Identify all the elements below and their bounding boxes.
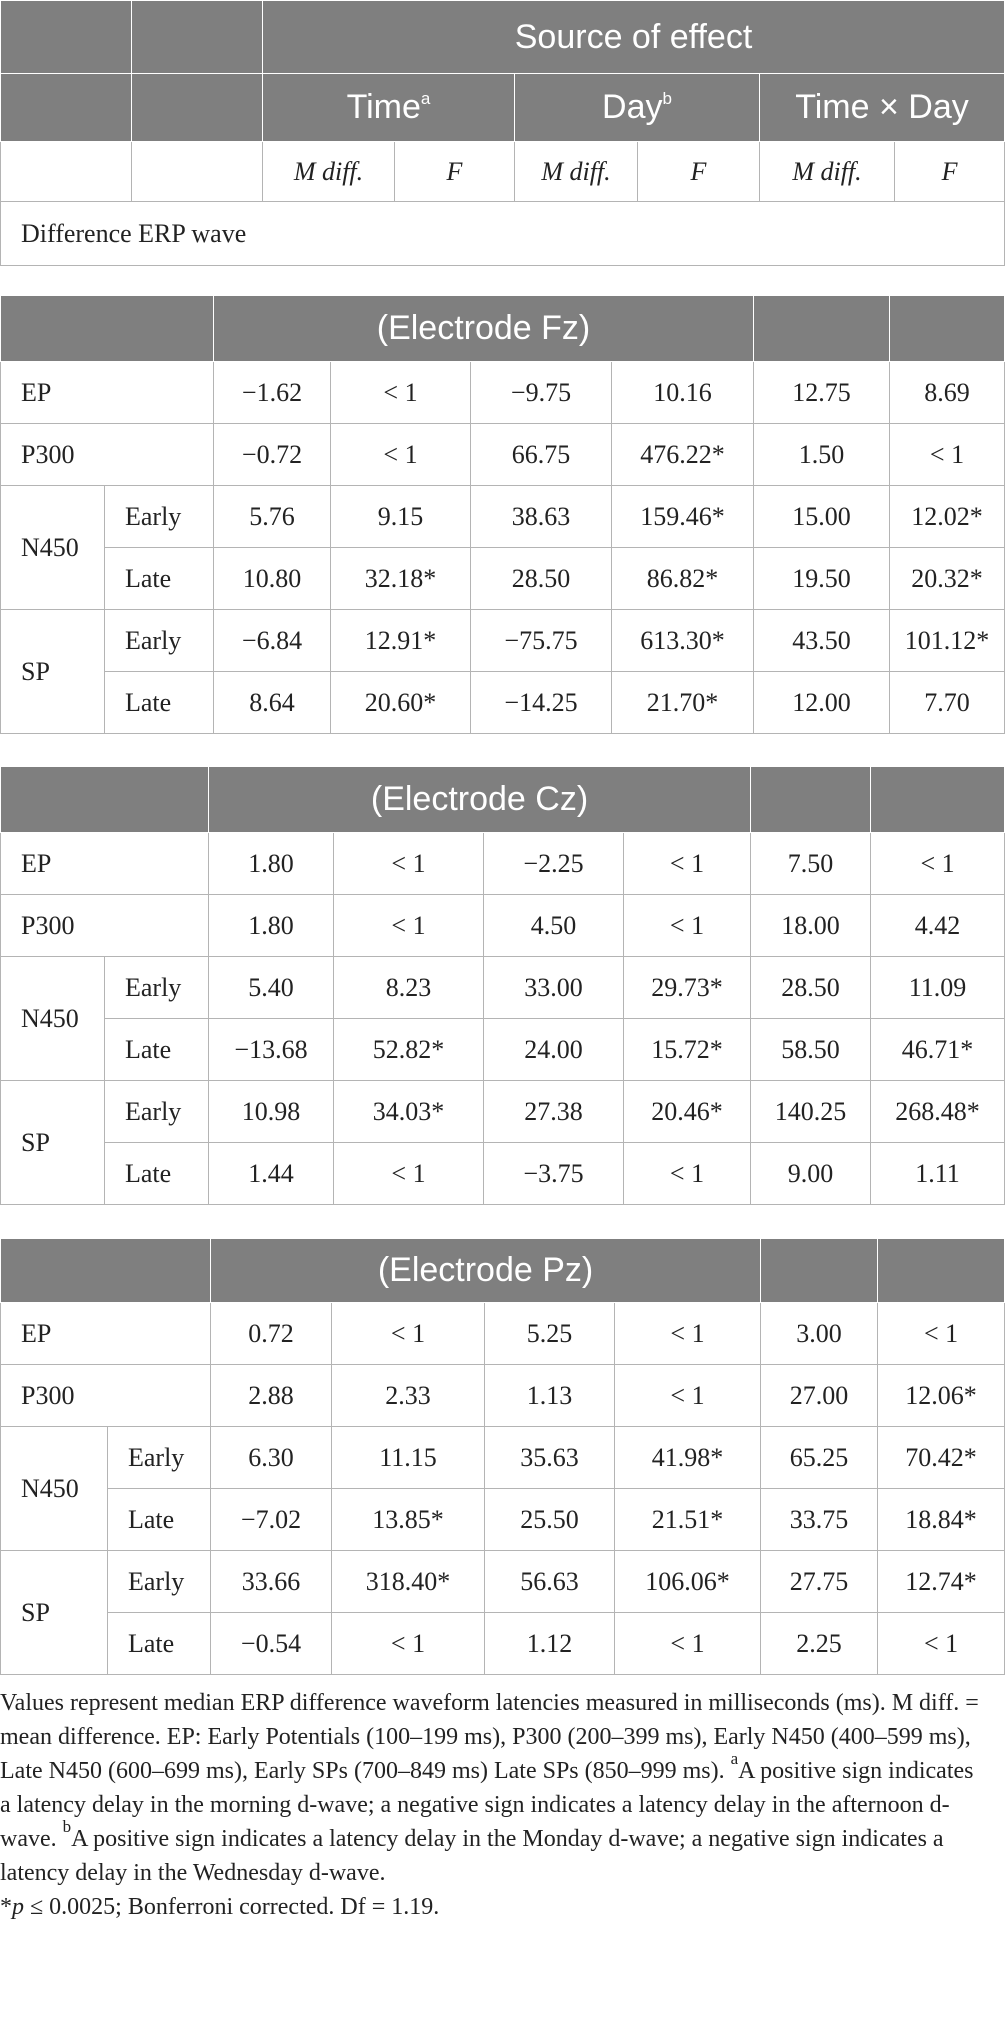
table-cell: 12.02* xyxy=(890,486,1005,548)
table-cell: 27.75 xyxy=(761,1551,878,1613)
table-cell: < 1 xyxy=(615,1365,761,1427)
blank-section-cell xyxy=(1,296,214,362)
row-label-early: Early xyxy=(108,1551,211,1613)
table-cell: 1.12 xyxy=(485,1613,615,1675)
row-label-late: Late xyxy=(108,1489,211,1551)
table-cell: < 1 xyxy=(871,833,1005,895)
table-cell: 10.80 xyxy=(214,548,331,610)
table-cell: −14.25 xyxy=(471,672,612,734)
row-group-n450: N450 xyxy=(1,957,105,1081)
electrode-fz-table xyxy=(0,295,1005,734)
table-cell: 12.06* xyxy=(878,1365,1005,1427)
row-label-p300: P300 xyxy=(1,1365,211,1427)
table-cell: < 1 xyxy=(334,1143,484,1205)
table-cell: < 1 xyxy=(878,1613,1005,1675)
column-header-table xyxy=(0,0,1005,266)
table-cell: −3.75 xyxy=(484,1143,624,1205)
table-cell: < 1 xyxy=(334,895,484,957)
table-cell: −7.02 xyxy=(211,1489,332,1551)
row-group-sp: SP xyxy=(1,610,105,734)
table-cell: 46.71* xyxy=(871,1019,1005,1081)
table-cell: −1.62 xyxy=(214,362,331,424)
table-cell: 13.85* xyxy=(332,1489,485,1551)
table-cell: 15.00 xyxy=(754,486,890,548)
blank-section-cell xyxy=(871,767,1005,833)
day-f-header: F xyxy=(638,142,760,202)
table-cell: 2.33 xyxy=(332,1365,485,1427)
table-cell: 33.00 xyxy=(484,957,624,1019)
table-cell: 5.40 xyxy=(209,957,334,1019)
table-cell: 28.50 xyxy=(751,957,871,1019)
blank-section-cell xyxy=(890,296,1005,362)
table-cell: 12.74* xyxy=(878,1551,1005,1613)
row-label-late: Late xyxy=(105,672,214,734)
section-title: (Electrode Cz) xyxy=(209,767,751,833)
table-cell: 0.72 xyxy=(211,1303,332,1365)
row-group-n450: N450 xyxy=(1,486,105,610)
table-footnote xyxy=(0,1686,990,1924)
time-f-header: F xyxy=(395,142,515,202)
table-cell: −0.72 xyxy=(214,424,331,486)
table-cell: < 1 xyxy=(624,895,751,957)
row-label-early: Early xyxy=(105,486,214,548)
table-cell: 41.98* xyxy=(615,1427,761,1489)
table-cell: −6.84 xyxy=(214,610,331,672)
table-cell: 20.32* xyxy=(890,548,1005,610)
table-cell: 27.38 xyxy=(484,1081,624,1143)
day-m-diff-header: M diff. xyxy=(515,142,638,202)
table-cell: 7.50 xyxy=(751,833,871,895)
row-label-p300: P300 xyxy=(1,424,214,486)
table-cell: 32.18* xyxy=(331,548,471,610)
table-cell: 19.50 xyxy=(754,548,890,610)
table-cell: 318.40* xyxy=(332,1551,485,1613)
table-cell: 12.75 xyxy=(754,362,890,424)
table-cell: 25.50 xyxy=(485,1489,615,1551)
table-cell: 159.46* xyxy=(612,486,754,548)
table-cell: 106.06* xyxy=(615,1551,761,1613)
table-cell: 70.42* xyxy=(878,1427,1005,1489)
table-cell: 15.72* xyxy=(624,1019,751,1081)
table-cell: 5.76 xyxy=(214,486,331,548)
table-cell: 3.00 xyxy=(761,1303,878,1365)
table-cell: < 1 xyxy=(615,1303,761,1365)
blank-section-cell xyxy=(1,1239,211,1303)
table-cell: < 1 xyxy=(331,424,471,486)
table-cell: 21.70* xyxy=(612,672,754,734)
table-cell: 1.80 xyxy=(209,895,334,957)
table-cell: 268.48* xyxy=(871,1081,1005,1143)
table-cell: 1.13 xyxy=(485,1365,615,1427)
row-label-late: Late xyxy=(105,548,214,610)
significance-note: *p ≤ 0.0025; Bonferroni corrected. Df = 1.19. xyxy=(0,1894,440,1920)
table-cell: 58.50 xyxy=(751,1019,871,1081)
row-label-early: Early xyxy=(105,1081,209,1143)
row-label-late: Late xyxy=(108,1613,211,1675)
blank-section-cell xyxy=(761,1239,878,1303)
table-cell: 20.46* xyxy=(624,1081,751,1143)
table-cell: 101.12* xyxy=(890,610,1005,672)
time-x-day-header: Time × Day xyxy=(760,74,1005,142)
table-cell: −75.75 xyxy=(471,610,612,672)
table-cell: 33.66 xyxy=(211,1551,332,1613)
table-cell: 2.88 xyxy=(211,1365,332,1427)
section-title: (Electrode Fz) xyxy=(214,296,754,362)
table-cell: 20.60* xyxy=(331,672,471,734)
table-cell: 43.50 xyxy=(754,610,890,672)
table-cell: 66.75 xyxy=(471,424,612,486)
table-cell: 65.25 xyxy=(761,1427,878,1489)
time-header: Time$^a$ xyxy=(263,74,515,142)
table-cell: 18.00 xyxy=(751,895,871,957)
table-cell: 9.15 xyxy=(331,486,471,548)
electrode-cz-table xyxy=(0,766,1005,1205)
row-label-late: Late xyxy=(105,1019,209,1081)
table-cell: 8.69 xyxy=(890,362,1005,424)
row-group-sp: SP xyxy=(1,1081,105,1205)
electrode-pz-table xyxy=(0,1238,1005,1675)
table-cell: 1.50 xyxy=(754,424,890,486)
blank-section-cell xyxy=(751,767,871,833)
table-cell: 29.73* xyxy=(624,957,751,1019)
row-label-ep: EP xyxy=(1,362,214,424)
table-cell: < 1 xyxy=(334,833,484,895)
blank-subheader-cell xyxy=(1,142,132,202)
table-cell: 1.80 xyxy=(209,833,334,895)
table-cell: −2.25 xyxy=(484,833,624,895)
footnote-a-marker: a xyxy=(730,1749,739,1768)
table-cell: 21.51* xyxy=(615,1489,761,1551)
blank-subheader-cell xyxy=(132,142,263,202)
interaction-f-header: F xyxy=(895,142,1005,202)
row-label-ep: EP xyxy=(1,1303,211,1365)
table-cell: 52.82* xyxy=(334,1019,484,1081)
table-cell: < 1 xyxy=(624,833,751,895)
table-cell: 2.25 xyxy=(761,1613,878,1675)
table-cell: < 1 xyxy=(332,1613,485,1675)
table-cell: 6.30 xyxy=(211,1427,332,1489)
blank-header-cell xyxy=(132,1,263,74)
day-header: Day$^b$ xyxy=(515,74,760,142)
footnote-b-marker: b xyxy=(62,1817,72,1836)
table-cell: 11.09 xyxy=(871,957,1005,1019)
blank-section-cell xyxy=(1,767,209,833)
table-cell: −0.54 xyxy=(211,1613,332,1675)
table-cell: 8.64 xyxy=(214,672,331,734)
time-m-diff-header: M diff. xyxy=(263,142,395,202)
table-cell: 8.23 xyxy=(334,957,484,1019)
table-cell: 5.25 xyxy=(485,1303,615,1365)
section-title: (Electrode Pz) xyxy=(211,1239,761,1303)
table-cell: 10.98 xyxy=(209,1081,334,1143)
table-cell: < 1 xyxy=(624,1143,751,1205)
row-label-early: Early xyxy=(105,957,209,1019)
table-cell: 86.82* xyxy=(612,548,754,610)
row-label-p300: P300 xyxy=(1,895,209,957)
source-of-effect-header: Source of effect xyxy=(263,1,1005,74)
table-cell: 140.25 xyxy=(751,1081,871,1143)
table-cell: 56.63 xyxy=(485,1551,615,1613)
table-cell: 24.00 xyxy=(484,1019,624,1081)
table-cell: 12.91* xyxy=(331,610,471,672)
difference-erp-wave-row: Difference ERP wave xyxy=(1,202,1005,266)
interaction-m-diff-header: M diff. xyxy=(760,142,895,202)
table-cell: 7.70 xyxy=(890,672,1005,734)
blank-section-cell xyxy=(878,1239,1005,1303)
table-cell: 11.15 xyxy=(332,1427,485,1489)
table-cell: 476.22* xyxy=(612,424,754,486)
table-cell: 9.00 xyxy=(751,1143,871,1205)
table-cell: 28.50 xyxy=(471,548,612,610)
table-cell: < 1 xyxy=(332,1303,485,1365)
blank-header-cell xyxy=(132,74,263,142)
blank-section-cell xyxy=(754,296,890,362)
row-label-early: Early xyxy=(105,610,214,672)
table-cell: −9.75 xyxy=(471,362,612,424)
row-label-early: Early xyxy=(108,1427,211,1489)
table-cell: 4.50 xyxy=(484,895,624,957)
row-group-sp: SP xyxy=(1,1551,108,1675)
blank-header-cell xyxy=(1,1,132,74)
table-cell: 18.84* xyxy=(878,1489,1005,1551)
table-cell: 12.00 xyxy=(754,672,890,734)
blank-header-cell xyxy=(1,74,132,142)
table-cell: 613.30* xyxy=(612,610,754,672)
row-group-n450: N450 xyxy=(1,1427,108,1551)
table-cell: 34.03* xyxy=(334,1081,484,1143)
table-cell: 1.11 xyxy=(871,1143,1005,1205)
table-cell: < 1 xyxy=(331,362,471,424)
table-cell: < 1 xyxy=(878,1303,1005,1365)
table-cell: 10.16 xyxy=(612,362,754,424)
footnote-text: Values represent median ERP difference waveform latencies measured in milliseconds (ms). M diff. = mean difference. EP: Early Potentials (100–199 ms), P300 (200–399 ms), Early N450 (400–599 ms), Late N450 (600–699 ms), Early SPs (700–849 ms) Late SPs (850–999 ms). $^a$A positive sign indicates a latency delay in the morning d-wave; a negative sign indicates a latency delay in the afternoon d-wave. $^b$A positive sign indicates a latency delay in the Monday d-wave; a negative sign indicates a latency delay in the Wednesday d-wave. xyxy=(0,1690,979,1886)
table-cell: 1.44 xyxy=(209,1143,334,1205)
table-cell: 4.42 xyxy=(871,895,1005,957)
table-cell: < 1 xyxy=(890,424,1005,486)
row-label-ep: EP xyxy=(1,833,209,895)
table-cell: 33.75 xyxy=(761,1489,878,1551)
table-cell: < 1 xyxy=(615,1613,761,1675)
table-cell: 27.00 xyxy=(761,1365,878,1427)
row-label-late: Late xyxy=(105,1143,209,1205)
table-cell: 35.63 xyxy=(485,1427,615,1489)
table-cell: −13.68 xyxy=(209,1019,334,1081)
table-cell: 38.63 xyxy=(471,486,612,548)
